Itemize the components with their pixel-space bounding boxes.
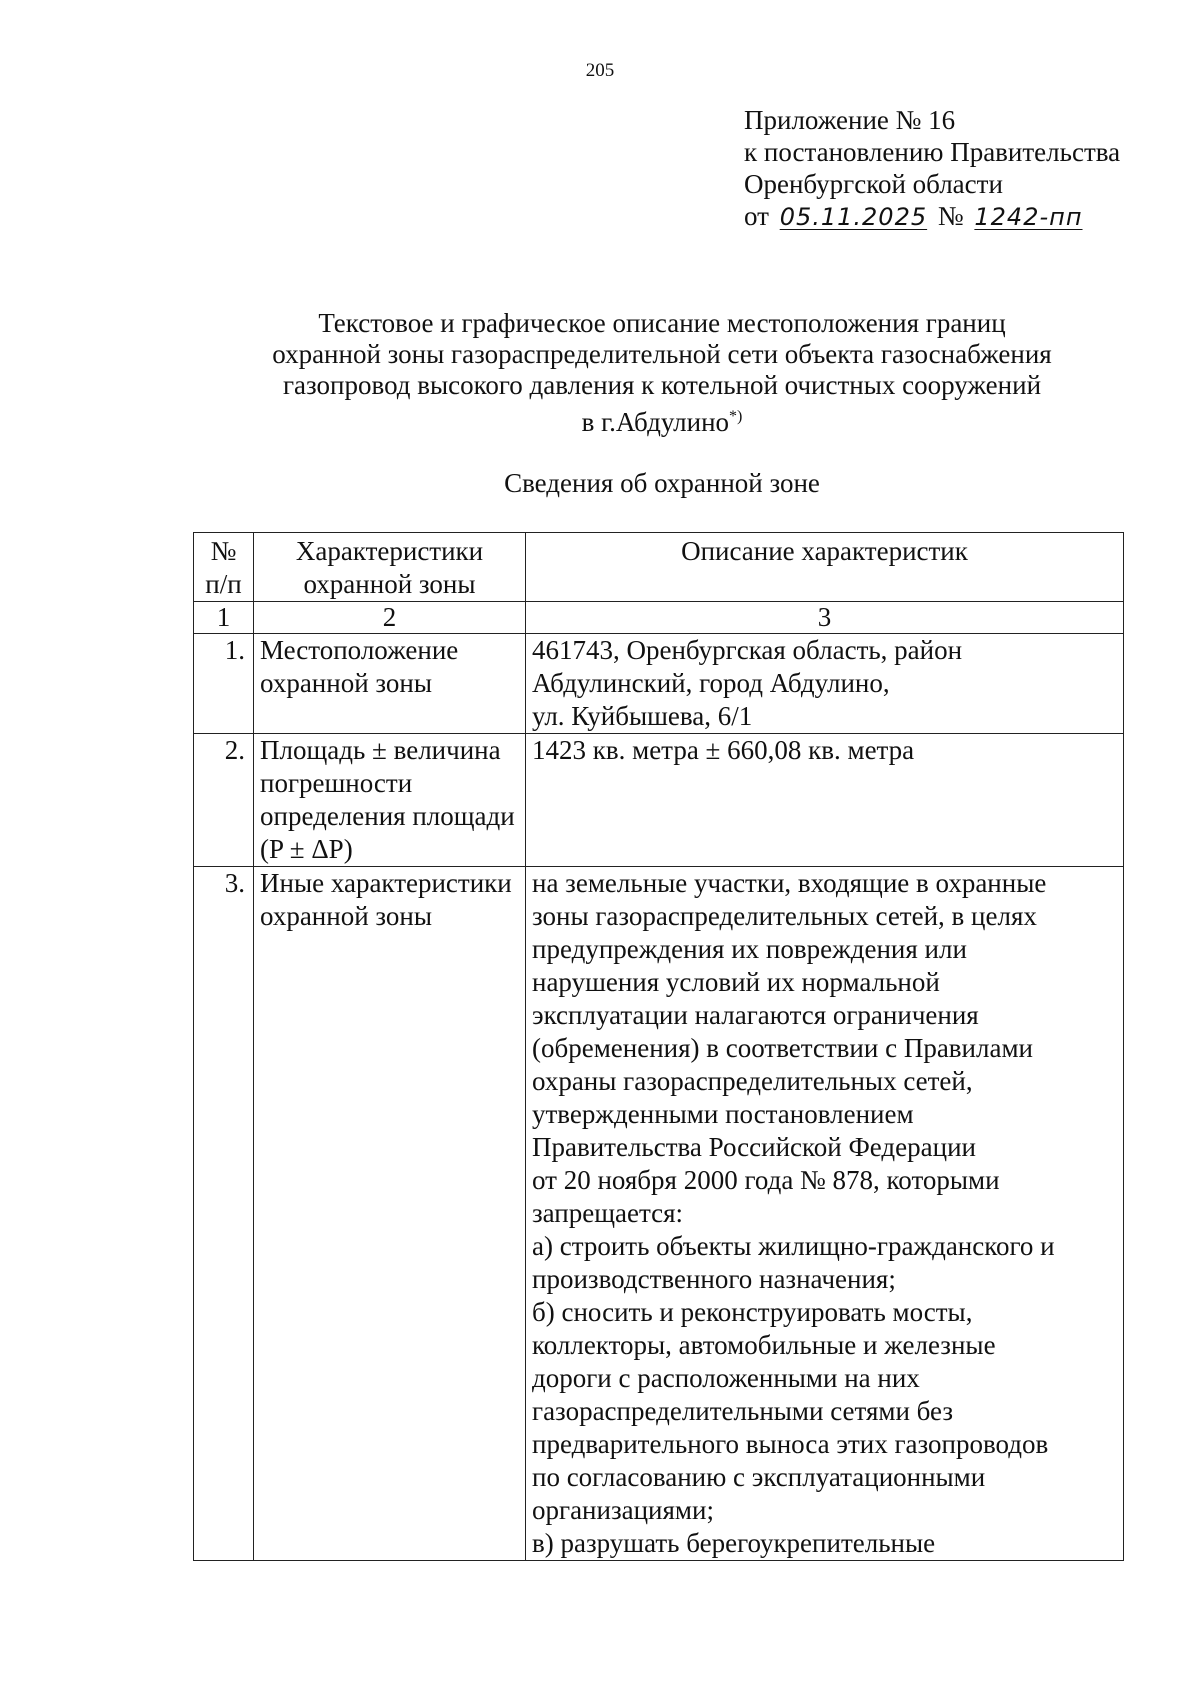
cell-line: 461743, Оренбургская область, район <box>532 635 963 665</box>
cell-line: от 20 ноября 2000 года № 878, которыми <box>532 1165 1000 1195</box>
table-row <box>194 734 1124 867</box>
cell-line: дороги с расположенными на них <box>532 1363 920 1393</box>
header-characteristics-line-1: Характеристики <box>295 536 484 566</box>
cell-line: ул. Куйбышева, 6/1 <box>532 701 753 731</box>
cell-line: Иные характеристики <box>260 868 512 898</box>
cell-line: 1423 кв. метра ± 660,08 кв. метра <box>532 735 915 765</box>
header-number-line-1: № <box>210 536 237 566</box>
header-characteristics-line-2: охранной зоны <box>303 569 476 599</box>
cell-line: б) сносить и реконструировать мосты, <box>532 1297 973 1327</box>
cell-line: зоны газораспределительных сетей, в целях <box>532 901 1037 931</box>
title-location: в г.Абдулино <box>581 407 730 437</box>
footnote-mark: *) <box>729 408 743 425</box>
section-subtitle: Сведения об охранной зоне <box>504 468 820 498</box>
cell-line: коллекторы, автомобильные и железные <box>532 1330 996 1360</box>
cell-line: (обременения) в соответствии с Правилами <box>532 1033 1033 1063</box>
index-cell-2: 2 <box>254 602 526 634</box>
number-label: № <box>937 201 964 231</box>
appendix-decree: к постановлению Правительства <box>744 137 1121 167</box>
row-description <box>526 734 1124 867</box>
cell-line: определения площади <box>260 801 515 831</box>
cell-line: Правительства Российской Федерации <box>532 1132 976 1162</box>
cell-line: Площадь ± величина <box>260 735 501 765</box>
row-description <box>526 634 1124 734</box>
cell-line: а) строить объекты жилищно-гражданского и <box>532 1231 1055 1261</box>
title-line-2: охранной зоны газораспределительной сети объекта газоснабжения <box>272 339 1052 369</box>
cell-line: газораспределительными сетями без <box>532 1396 954 1426</box>
title-line-1: Текстовое и графическое описание местоположения границ <box>318 308 1006 338</box>
cell-line: в) разрушать берегоукрепительные <box>532 1528 936 1558</box>
cell-line: предварительного выноса этих газопроводов <box>532 1429 1049 1459</box>
row-number: 1. <box>194 634 254 734</box>
cell-line: производственного назначения; <box>532 1264 896 1294</box>
cell-line: предупреждения их повреждения или <box>532 934 967 964</box>
appendix-title: Приложение № 16 <box>744 105 956 135</box>
appendix-date-line <box>744 200 1120 233</box>
cell-line: охранной зоны <box>260 901 433 931</box>
cell-line: нарушения условий их нормальной <box>532 967 940 997</box>
header-characteristics <box>254 533 526 602</box>
row-characteristic <box>254 867 526 1561</box>
cell-line: охранной зоны <box>260 668 433 698</box>
index-cell-3: 3 <box>526 602 1124 634</box>
handwritten-number: 1242-пп <box>974 203 1083 231</box>
cell-line: на земельные участки, входящие в охранные <box>532 868 1047 898</box>
table-row <box>194 867 1124 1561</box>
row-number: 3. <box>194 867 254 1561</box>
title-line-3: газопровод высокого давления к котельной очистных сооружений <box>282 370 1042 400</box>
cell-line: погрешности <box>260 768 413 798</box>
table-row <box>194 634 1124 734</box>
handwritten-date: 05.11.2025 <box>779 203 928 231</box>
appendix-block <box>744 104 1120 233</box>
table-index-row <box>194 602 1124 634</box>
cell-line: Местоположение <box>260 635 459 665</box>
row-number: 2. <box>194 734 254 867</box>
header-number <box>194 533 254 602</box>
row-description <box>526 867 1124 1561</box>
row-characteristic <box>254 634 526 734</box>
cell-line: утвержденными постановлением <box>532 1099 914 1129</box>
table-header-row <box>194 533 1124 602</box>
cell-line: охраны газораспределительных сетей, <box>532 1066 973 1096</box>
header-description: Описание характеристик <box>526 533 1124 602</box>
cell-line: организациями; <box>532 1495 714 1525</box>
title-line-4 <box>0 401 1200 438</box>
appendix-region: Оренбургской области <box>744 169 1003 199</box>
cell-line: запрещается: <box>532 1198 684 1228</box>
from-label: от <box>744 201 769 231</box>
zone-info-table <box>193 532 1124 1561</box>
cell-line: эксплуатации налагаются ограничения <box>532 1000 979 1030</box>
row-characteristic <box>254 734 526 867</box>
cell-line: по согласованию с эксплуатационными <box>532 1462 986 1492</box>
cell-line: (P ± ΔP) <box>260 834 353 864</box>
page-number: 205 <box>585 60 615 81</box>
index-cell-1: 1 <box>194 602 254 634</box>
document-title <box>0 308 1200 438</box>
cell-line: Абдулинский, город Абдулино, <box>532 668 890 698</box>
header-number-line-2: п/п <box>205 569 242 599</box>
